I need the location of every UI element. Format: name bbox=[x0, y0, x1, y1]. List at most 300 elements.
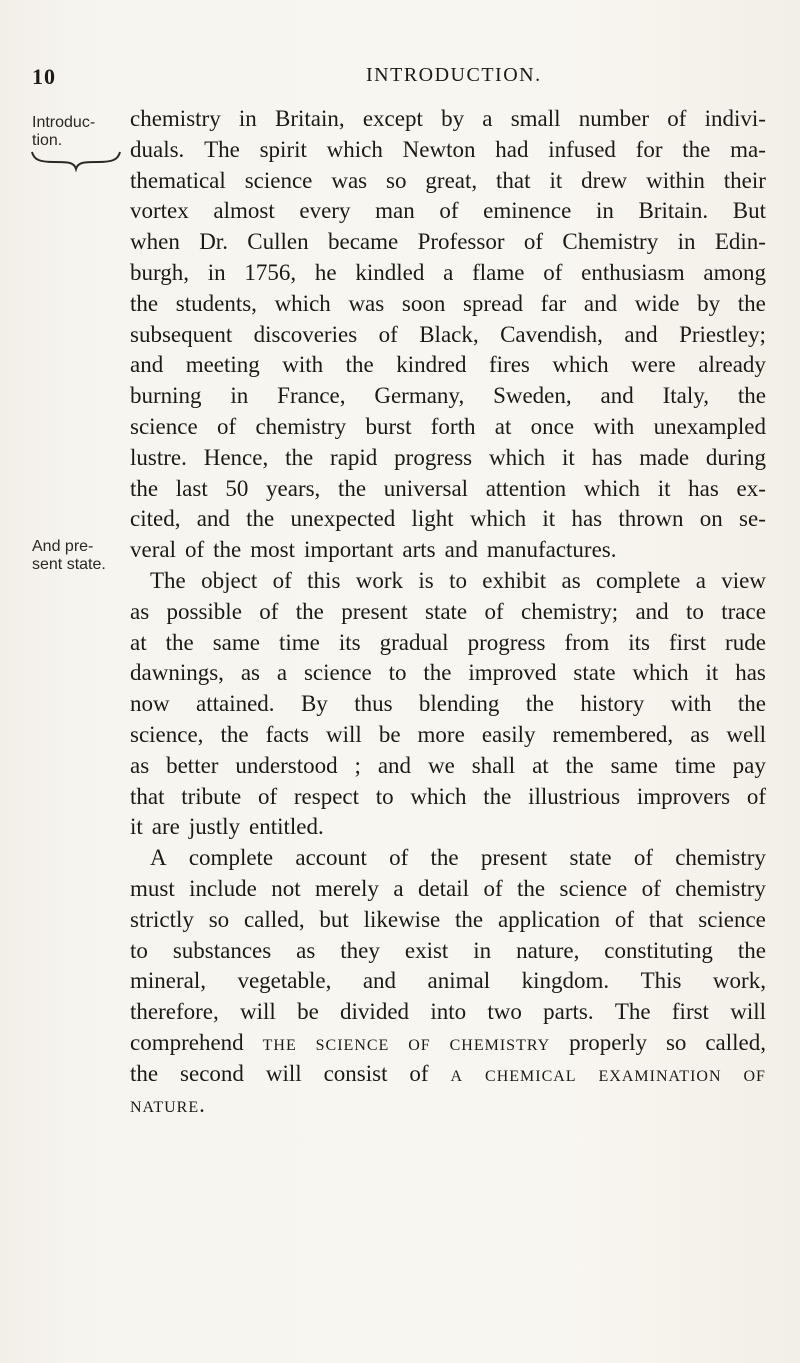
word: will bbox=[265, 1060, 302, 1086]
text-line bbox=[130, 874, 766, 905]
text-line bbox=[130, 504, 766, 535]
text-line bbox=[130, 474, 766, 505]
word: of bbox=[667, 106, 687, 131]
word: spread bbox=[462, 290, 524, 316]
word: Professor bbox=[417, 229, 505, 255]
word: vortex bbox=[130, 198, 189, 224]
word: first bbox=[668, 629, 707, 655]
word: by bbox=[697, 290, 721, 316]
word: is bbox=[418, 567, 434, 593]
word: complete bbox=[188, 845, 274, 871]
word: the bbox=[455, 906, 484, 932]
word: burst bbox=[365, 413, 412, 439]
word: the bbox=[517, 875, 546, 901]
word: it bbox=[705, 660, 719, 686]
word: be bbox=[378, 721, 401, 747]
word: years, bbox=[266, 475, 321, 501]
word: duals. bbox=[130, 136, 185, 162]
word: light bbox=[411, 506, 454, 532]
word: Britain, bbox=[275, 106, 345, 131]
word: tribute bbox=[181, 783, 242, 809]
word: manufactures. bbox=[486, 537, 617, 563]
word: divided bbox=[340, 999, 410, 1025]
small-caps-word: a bbox=[450, 1060, 464, 1086]
word: science bbox=[244, 167, 313, 193]
word: forth bbox=[430, 413, 476, 439]
word: the bbox=[737, 691, 766, 717]
word: a bbox=[393, 875, 404, 901]
word: the bbox=[130, 290, 159, 316]
word: progress bbox=[467, 629, 546, 655]
word: ma- bbox=[730, 136, 766, 162]
word: a bbox=[482, 106, 493, 131]
word: animal bbox=[427, 968, 491, 994]
word: important bbox=[303, 537, 394, 563]
word: The bbox=[150, 567, 186, 593]
text-line bbox=[130, 227, 766, 258]
word: fires bbox=[489, 352, 530, 378]
word: at bbox=[130, 629, 147, 655]
margin-note-line: And pre- bbox=[32, 538, 94, 555]
small-caps-word: nature. bbox=[130, 1091, 206, 1117]
word: their bbox=[723, 167, 766, 193]
running-head: INTRODUCTION. bbox=[366, 64, 542, 86]
word: therefore, bbox=[130, 999, 219, 1025]
word: students, bbox=[175, 290, 257, 316]
word: 1756, bbox=[244, 259, 297, 285]
word: now bbox=[130, 691, 170, 717]
word: had bbox=[495, 136, 529, 162]
word: present bbox=[341, 598, 408, 624]
word: attained. bbox=[196, 691, 275, 717]
word: that bbox=[130, 783, 165, 809]
word: it bbox=[542, 506, 556, 532]
word: which bbox=[583, 475, 641, 501]
text-line bbox=[130, 566, 766, 597]
word: which bbox=[274, 290, 331, 316]
word: present bbox=[480, 845, 548, 871]
word: merely bbox=[315, 875, 379, 901]
word: the bbox=[737, 290, 766, 316]
word: Edin- bbox=[714, 229, 766, 255]
word: to bbox=[686, 598, 704, 624]
text-line bbox=[130, 443, 766, 474]
word: into bbox=[430, 999, 467, 1025]
word: became bbox=[328, 229, 399, 255]
word: Cavendish, bbox=[500, 321, 603, 347]
word: This bbox=[640, 968, 682, 994]
word: has bbox=[571, 506, 603, 532]
word: science, bbox=[130, 721, 204, 747]
word: which bbox=[410, 783, 467, 809]
text-line bbox=[130, 812, 766, 843]
word: are bbox=[151, 814, 180, 840]
word: gradual bbox=[379, 629, 449, 655]
text-line bbox=[130, 597, 766, 628]
word: kindred bbox=[396, 352, 467, 378]
word: thematical bbox=[130, 167, 226, 193]
text-line bbox=[130, 350, 766, 381]
word: easily bbox=[481, 721, 536, 747]
text-line bbox=[130, 1059, 766, 1090]
word: same bbox=[212, 629, 260, 655]
word: but bbox=[319, 906, 349, 932]
word: this bbox=[307, 567, 341, 593]
word: progress bbox=[394, 444, 473, 470]
word: of bbox=[439, 198, 459, 224]
word: substances bbox=[172, 937, 272, 963]
word: time bbox=[278, 629, 320, 655]
word: a bbox=[443, 259, 454, 285]
word: Italy, bbox=[662, 383, 709, 409]
word: of bbox=[409, 1060, 429, 1086]
word: they bbox=[340, 937, 380, 963]
word: second bbox=[180, 1060, 244, 1086]
word: shall bbox=[471, 752, 516, 778]
word: state bbox=[573, 660, 616, 686]
word: work, bbox=[712, 968, 766, 994]
word: great, bbox=[425, 167, 478, 193]
word: chemistry bbox=[675, 875, 766, 901]
word: in bbox=[595, 198, 614, 224]
word: science bbox=[130, 413, 198, 439]
brace-icon bbox=[30, 150, 126, 172]
small-caps-word: chemical bbox=[485, 1060, 577, 1086]
word: will bbox=[730, 999, 766, 1025]
word: the bbox=[337, 475, 367, 501]
word: were bbox=[631, 352, 676, 378]
word: so bbox=[665, 1029, 687, 1055]
margin-note-line: Introduc- bbox=[32, 114, 96, 131]
word: as bbox=[690, 721, 710, 747]
word: universal bbox=[383, 475, 469, 501]
word: drew bbox=[581, 167, 628, 193]
word: more bbox=[417, 721, 465, 747]
word: Cullen bbox=[247, 229, 309, 255]
word: enthusiasm bbox=[581, 259, 685, 285]
word: the bbox=[737, 383, 766, 409]
word: which bbox=[552, 352, 609, 378]
word: thrown bbox=[618, 506, 684, 532]
word: dawnings, bbox=[130, 660, 224, 686]
word: not bbox=[271, 875, 301, 901]
word: so bbox=[208, 906, 230, 932]
word: wide bbox=[634, 290, 680, 316]
word: the bbox=[295, 598, 324, 624]
text-line bbox=[130, 320, 766, 351]
word: he bbox=[314, 259, 337, 285]
word: of bbox=[641, 875, 661, 901]
word: Black, bbox=[419, 321, 479, 347]
word: illustrious bbox=[528, 783, 621, 809]
word: man bbox=[375, 198, 415, 224]
text-line bbox=[130, 1090, 766, 1121]
word: state bbox=[569, 845, 612, 871]
word: By bbox=[300, 691, 328, 717]
word: eminence bbox=[483, 198, 572, 224]
word: possible bbox=[166, 598, 242, 624]
word: account bbox=[295, 845, 367, 871]
word: better bbox=[166, 752, 219, 778]
word: in bbox=[230, 383, 249, 409]
word: on bbox=[699, 506, 723, 532]
text-line bbox=[130, 720, 766, 751]
word: complete bbox=[596, 567, 681, 593]
word: Hence, bbox=[203, 444, 269, 470]
word: the bbox=[737, 937, 766, 963]
word: comprehend bbox=[130, 1029, 244, 1055]
word: of bbox=[483, 875, 503, 901]
word: the bbox=[430, 845, 459, 871]
word: first bbox=[671, 999, 709, 1025]
word: to bbox=[449, 567, 467, 593]
word: The bbox=[204, 136, 240, 162]
word: the bbox=[682, 136, 711, 162]
word: kindled bbox=[355, 259, 425, 285]
text-line bbox=[130, 166, 766, 197]
text-line bbox=[130, 135, 766, 166]
word: of bbox=[633, 845, 653, 871]
word: has bbox=[591, 444, 623, 470]
word: except bbox=[362, 106, 423, 131]
word: of bbox=[216, 413, 237, 439]
word: arts bbox=[402, 537, 436, 563]
word: which bbox=[488, 444, 546, 470]
word: the bbox=[345, 352, 374, 378]
word: the bbox=[130, 1060, 159, 1086]
word: the bbox=[213, 537, 242, 563]
word: Sweden, bbox=[493, 383, 572, 409]
margin-note-line: tion. bbox=[32, 132, 63, 149]
word: spirit bbox=[259, 136, 307, 162]
text-line bbox=[130, 1028, 766, 1059]
word: veral bbox=[130, 537, 176, 563]
word: of bbox=[746, 783, 766, 809]
text-line bbox=[130, 258, 766, 289]
word: and bbox=[583, 290, 618, 316]
page-number: 10 bbox=[32, 64, 56, 89]
word: that bbox=[648, 906, 684, 932]
word: called, bbox=[243, 906, 305, 932]
word: se- bbox=[739, 506, 766, 532]
word: exist bbox=[404, 937, 449, 963]
word: include bbox=[189, 875, 257, 901]
word: burgh, bbox=[130, 259, 189, 285]
word: for bbox=[635, 136, 663, 162]
word: nature, bbox=[516, 937, 580, 963]
word: its bbox=[338, 629, 361, 655]
word: the bbox=[423, 660, 452, 686]
word: Newton bbox=[402, 136, 476, 162]
word: understood bbox=[235, 752, 338, 778]
text-line bbox=[130, 412, 766, 443]
word: chemistry bbox=[675, 845, 766, 871]
word: made bbox=[639, 444, 690, 470]
text-line bbox=[130, 289, 766, 320]
small-caps-word: examination bbox=[598, 1060, 722, 1086]
word: mineral, bbox=[130, 968, 206, 994]
word: justly bbox=[188, 814, 240, 840]
word: already bbox=[698, 352, 766, 378]
word: parts. bbox=[543, 999, 594, 1025]
word: small bbox=[510, 106, 561, 131]
word: of bbox=[484, 598, 504, 624]
word: indivi- bbox=[704, 106, 766, 131]
text-line bbox=[130, 905, 766, 936]
word: meeting bbox=[185, 352, 260, 378]
word: a bbox=[276, 660, 288, 686]
small-caps-word: of bbox=[408, 1029, 431, 1055]
word: lustre. bbox=[130, 444, 187, 470]
word: strictly bbox=[130, 906, 194, 932]
word: 50 bbox=[225, 475, 249, 501]
small-caps-word: chemistry bbox=[449, 1029, 551, 1055]
word: the bbox=[220, 721, 249, 747]
word: we bbox=[427, 752, 455, 778]
word: remembered, bbox=[552, 721, 674, 747]
word: it bbox=[130, 814, 143, 840]
word: trace bbox=[721, 598, 766, 624]
word: burning bbox=[130, 383, 202, 409]
word: subsequent bbox=[130, 321, 233, 347]
word: and bbox=[635, 598, 669, 624]
word: as bbox=[130, 598, 150, 624]
word: when bbox=[130, 229, 180, 255]
word: the bbox=[483, 783, 512, 809]
word: of bbox=[378, 321, 398, 347]
word: A bbox=[150, 845, 167, 871]
text-line bbox=[130, 997, 766, 1028]
word: so bbox=[386, 167, 407, 193]
word: in bbox=[238, 106, 257, 131]
word: almost bbox=[213, 198, 275, 224]
body-text bbox=[130, 104, 766, 1120]
margin-note-line: sent state. bbox=[32, 556, 106, 573]
word: as bbox=[240, 660, 260, 686]
word: science bbox=[303, 660, 372, 686]
word: pay bbox=[732, 752, 766, 778]
word: within bbox=[646, 167, 705, 193]
word: blending bbox=[418, 691, 500, 717]
word: properly bbox=[569, 1029, 648, 1055]
word: exhibit bbox=[482, 567, 547, 593]
word: must bbox=[130, 875, 175, 901]
word: of bbox=[184, 537, 205, 563]
word: rude bbox=[725, 629, 766, 655]
text-line bbox=[130, 628, 766, 659]
word: be bbox=[297, 999, 319, 1025]
word: as bbox=[130, 752, 150, 778]
word: of bbox=[389, 845, 409, 871]
word: the bbox=[165, 629, 194, 655]
text-line bbox=[130, 751, 766, 782]
word: as bbox=[561, 567, 581, 593]
word: view bbox=[721, 567, 766, 593]
word: chemistry bbox=[255, 413, 347, 439]
word: last bbox=[175, 475, 208, 501]
word: every bbox=[299, 198, 351, 224]
word: by bbox=[441, 106, 465, 131]
word: entitled. bbox=[248, 814, 324, 840]
word: unexpected bbox=[290, 506, 396, 532]
word: the bbox=[246, 506, 275, 532]
word: attention bbox=[485, 475, 567, 501]
text-line bbox=[130, 689, 766, 720]
word: Chemistry bbox=[562, 229, 659, 255]
word: of bbox=[259, 598, 279, 624]
word: flame bbox=[472, 259, 525, 285]
word: improvers bbox=[636, 783, 731, 809]
word: Priestley; bbox=[679, 321, 766, 347]
word: of bbox=[543, 259, 563, 285]
word: vegetable, bbox=[237, 968, 332, 994]
word: consist bbox=[323, 1060, 388, 1086]
word: detail bbox=[417, 875, 470, 901]
small-caps-word: of bbox=[743, 1060, 766, 1086]
word: has bbox=[735, 660, 766, 686]
word: The bbox=[614, 999, 651, 1025]
word: time bbox=[674, 752, 716, 778]
word: among bbox=[703, 259, 766, 285]
word: to bbox=[388, 660, 407, 686]
text-line bbox=[130, 936, 766, 967]
word: and bbox=[444, 537, 478, 563]
word: a bbox=[695, 567, 706, 593]
margin-note-present-state bbox=[32, 538, 106, 574]
small-caps-word: science bbox=[315, 1029, 390, 1055]
word: Britain. bbox=[638, 198, 709, 224]
word: improved bbox=[468, 660, 557, 686]
word: cited, bbox=[130, 506, 181, 532]
word: and bbox=[624, 321, 658, 347]
word: object bbox=[201, 567, 258, 593]
word: which bbox=[632, 660, 689, 686]
text-line bbox=[130, 843, 766, 874]
word: with bbox=[593, 413, 635, 439]
word: the bbox=[130, 475, 159, 501]
word: as bbox=[296, 937, 316, 963]
word: and bbox=[196, 506, 230, 532]
word: chemistry; bbox=[521, 598, 619, 624]
word: Dr. bbox=[199, 229, 228, 255]
word: discoveries bbox=[253, 321, 358, 347]
word: soon bbox=[401, 290, 446, 316]
word: But bbox=[732, 198, 766, 224]
word: same bbox=[610, 752, 658, 778]
word: constituting bbox=[604, 937, 713, 963]
word: it bbox=[657, 475, 671, 501]
word: far bbox=[540, 290, 567, 316]
word: once bbox=[530, 413, 575, 439]
word: the bbox=[565, 752, 594, 778]
small-caps-word: the bbox=[262, 1029, 297, 1055]
word: has bbox=[688, 475, 719, 501]
word: of bbox=[523, 229, 544, 255]
word: in bbox=[473, 937, 492, 963]
text-line bbox=[130, 196, 766, 227]
word: in bbox=[207, 259, 226, 285]
word: of bbox=[272, 567, 292, 593]
word: science bbox=[559, 875, 628, 901]
word: work bbox=[355, 567, 404, 593]
margin-note-introduction bbox=[32, 114, 95, 150]
word: it bbox=[562, 444, 575, 470]
word: infused bbox=[548, 136, 616, 162]
word: and bbox=[362, 968, 397, 994]
word: facts bbox=[265, 721, 309, 747]
word: unexampled bbox=[653, 413, 766, 439]
word: and bbox=[130, 352, 164, 378]
